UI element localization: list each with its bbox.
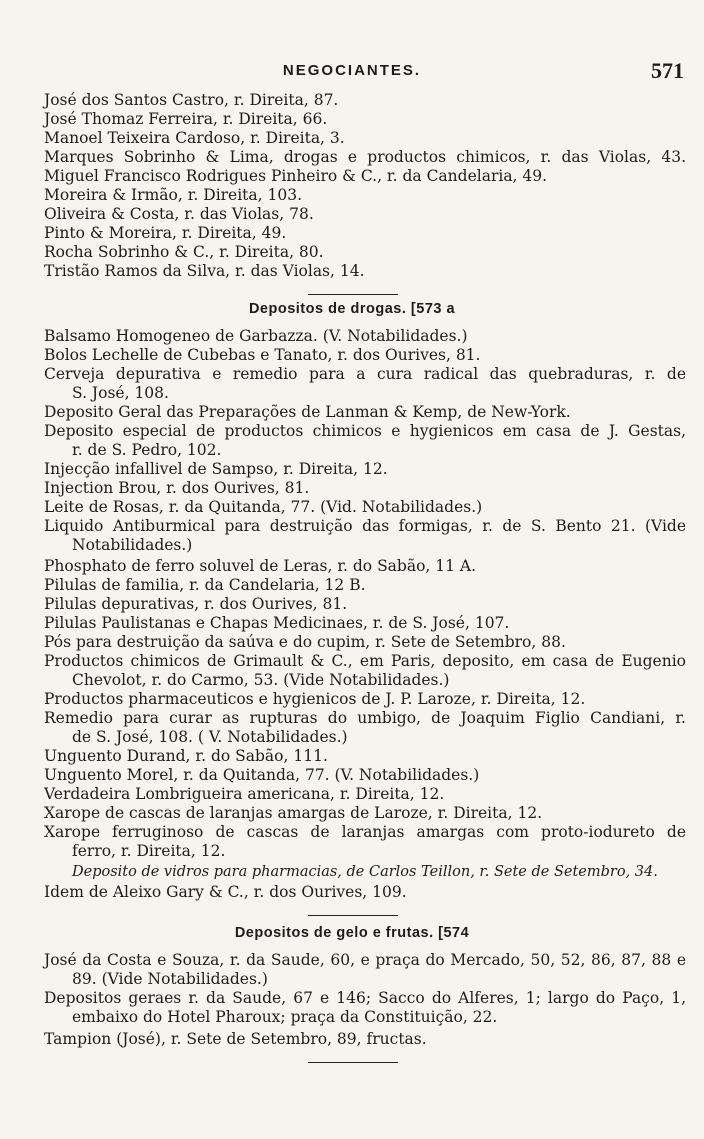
entry-line-continued: embaixo do Hotel Pharoux; praça da Constituição, 22. bbox=[72, 1008, 498, 1026]
entry-line: Injecção infallivel de Sampso, r. Direita, 12. bbox=[44, 460, 388, 478]
entry-line: José Thomaz Ferreira, r. Direita, 66. bbox=[44, 110, 328, 128]
entry-line: Xarope ferruginoso de cascas de laranjas amargas com proto-iodureto de bbox=[44, 823, 686, 841]
entry-line-continued: S. José, 108. bbox=[72, 384, 169, 402]
entry-line-continued: Notabilidades.) bbox=[72, 536, 193, 554]
entry-line: Manoel Teixeira Cardoso, r. Direita, 3. bbox=[44, 129, 345, 147]
entry-line-continued: r. de S. Pedro, 102. bbox=[72, 441, 222, 459]
entry-line: Phosphato de ferro soluvel de Leras, r. do Sabão, 11 A. bbox=[44, 557, 477, 575]
entry-line: Xarope de cascas de laranjas amargas de Laroze, r. Direita, 12. bbox=[44, 804, 543, 822]
section-divider bbox=[308, 294, 398, 295]
section-heading-gelo-frutas: Depositos de gelo e frutas. [574 bbox=[234, 925, 470, 941]
entry-line: Cerveja depurativa e remedio para a cura radical das quebraduras, r. de bbox=[44, 365, 686, 383]
entry-line: Unguento Durand, r. do Sabão, 111. bbox=[44, 747, 328, 765]
entry-line: Tristão Ramos da Silva, r. das Violas, 14. bbox=[44, 262, 365, 280]
entry-line: Pilulas Paulistanas e Chapas Medicinaes, r. de S. José, 107. bbox=[44, 614, 510, 632]
entry-line: Balsamo Homogeneo de Garbazza. (V. Notabilidades.) bbox=[44, 327, 468, 345]
section-divider bbox=[308, 1062, 398, 1063]
entry-line: Injection Brou, r. dos Ourives, 81. bbox=[44, 479, 310, 497]
entry-line: Pinto & Moreira, r. Direita, 49. bbox=[44, 224, 287, 242]
entry-line-continued: de S. José, 108. ( V. Notabilidades.) bbox=[72, 728, 348, 746]
entry-line: Idem de Aleixo Gary & C., r. dos Ourives, 109. bbox=[44, 883, 407, 901]
entry-line: Miguel Francisco Rodrigues Pinheiro & C., r. da Candelaria, 49. bbox=[44, 167, 548, 185]
entry-line: Pós para destruição da saúva e do cupim, r. Sete de Setembro, 88. bbox=[44, 633, 566, 651]
entry-line: Rocha Sobrinho & C., r. Direita, 80. bbox=[44, 243, 324, 261]
entry-line: Bolos Lechelle de Cubebas e Tanato, r. dos Ourives, 81. bbox=[44, 346, 481, 364]
entry-line: Unguento Morel, r. da Quitanda, 77. (V. Notabilidades.) bbox=[44, 766, 480, 784]
entry-line: Productos pharmaceuticos e hygienicos de J. P. Laroze, r. Direita, 12. bbox=[44, 690, 586, 708]
entry-line: Oliveira & Costa, r. das Violas, 78. bbox=[44, 205, 314, 223]
entry-line: Verdadeira Lombrigueira americana, r. Direita, 12. bbox=[44, 785, 445, 803]
entry-line: Productos chimicos de Grimault & C., em Paris, deposito, em casa de Eugenio bbox=[44, 652, 686, 670]
entry-line: Pilulas depurativas, r. dos Ourives, 81. bbox=[44, 595, 348, 613]
entry-line: Pilulas de familia, r. da Candelaria, 12 B. bbox=[44, 576, 366, 594]
entry-line: Liquido Antiburmical para destruição das formigas, r. de S. Bento 21. (Vide bbox=[44, 517, 686, 535]
page-number: 571 bbox=[651, 58, 684, 83]
entry-line-continued: ferro, r. Direita, 12. bbox=[72, 842, 226, 860]
entry-line-continued: 89. (Vide Notabilidades.) bbox=[72, 970, 268, 988]
entry-line: Marques Sobrinho & Lima, drogas e productos chimicos, r. das Violas, 43. bbox=[44, 148, 686, 166]
section-heading-drogas: Depositos de drogas. [573 a bbox=[248, 301, 456, 317]
section-divider bbox=[308, 915, 398, 916]
entry-line: Depositos geraes r. da Saude, 67 e 146; Sacco do Alferes, 1; largo do Paço, 1, bbox=[44, 989, 686, 1007]
entry-line: Moreira & Irmão, r. Direita, 103. bbox=[44, 186, 303, 204]
entry-line-italic: Deposito de vidros para pharmacias, de Carlos Teillon, r. Sete de Setembro, 34. bbox=[72, 864, 658, 880]
entry-line: José da Costa e Souza, r. da Saude, 60, e praça do Mercado, 50, 52, 86, 87, 88 e bbox=[44, 951, 686, 969]
entry-line: Leite de Rosas, r. da Quitanda, 77. (Vid. Notabilidades.) bbox=[44, 498, 483, 516]
running-header-title: NEGOCIANTES. bbox=[282, 62, 422, 79]
entry-line: Deposito Geral das Preparações de Lanman & Kemp, de New-York. bbox=[44, 403, 571, 421]
entry-line-continued: Chevolot, r. do Carmo, 53. (Vide Notabilidades.) bbox=[72, 671, 450, 689]
entry-line: Remedio para curar as rupturas do umbigo, de Joaquim Figlio Candiani, r. bbox=[44, 709, 686, 727]
entry-line: José dos Santos Castro, r. Direita, 87. bbox=[44, 91, 339, 109]
entry-line: Tampion (José), r. Sete de Setembro, 89, fructas. bbox=[44, 1030, 427, 1048]
entry-line: Deposito especial de productos chimicos e hygienicos em casa de J. Gestas, bbox=[44, 422, 686, 440]
